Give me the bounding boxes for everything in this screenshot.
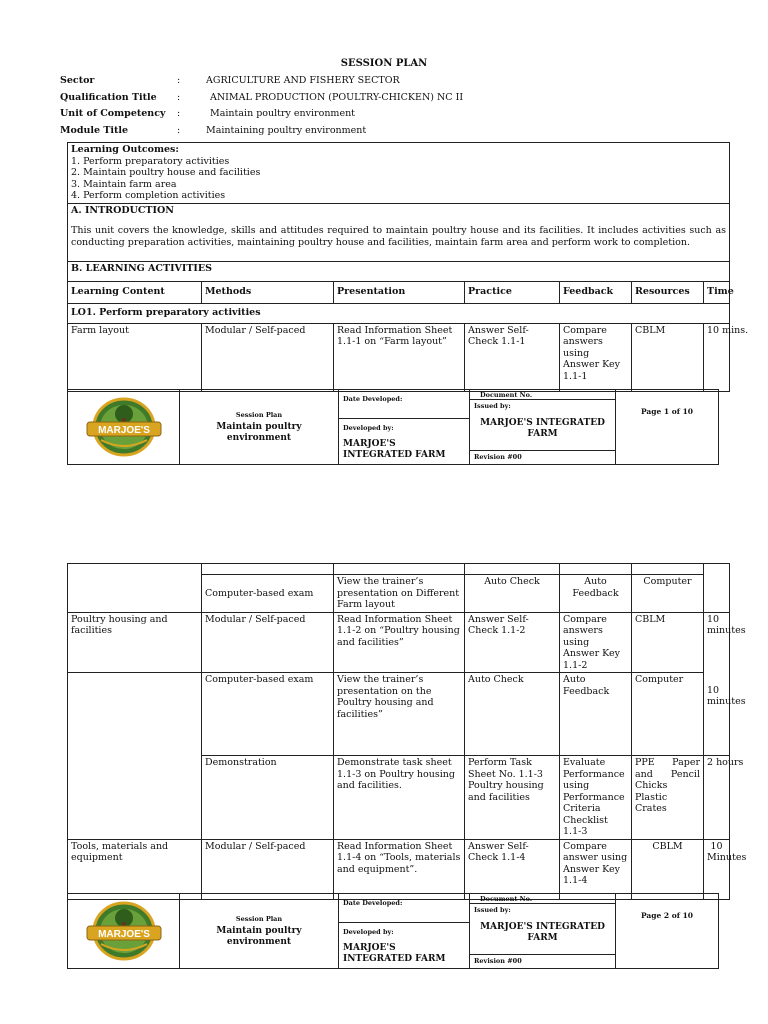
module-cell: Session Plan Maintain poultry environment [180, 390, 339, 465]
cell-learning-content: Poultry housing and facilities [68, 612, 202, 673]
outcome-item: 2. Maintain poultry house and facilities [71, 167, 261, 178]
cell-methods: Computer-based exam [202, 575, 334, 613]
marjoes-logo-icon [81, 396, 167, 458]
header-label: Unit of Competency [60, 108, 166, 119]
cell-learning-content [68, 673, 202, 756]
cell-feedback: Evaluate Performance using Performance Criteria Checklist 1.1-3 [560, 756, 632, 840]
header-label: Qualification Title [60, 92, 157, 103]
module-cell: Session Plan Maintain poultry environment [180, 894, 339, 969]
cell-time: 10 minutes [704, 673, 730, 756]
footer-module-name: Maintain poultry environment [216, 421, 302, 443]
header-value: Maintaining poultry environment [206, 125, 367, 136]
cell-presentation: Read Information Sheet 1.1-4 on “Tools, materials and equipment”. [334, 839, 465, 899]
cell-methods: Computer-based exam [202, 673, 334, 756]
footer-issuer: MARJOE'S INTEGRATED FARM [470, 917, 615, 955]
cell-feedback: Auto Feedback [560, 575, 632, 613]
cell-practice: Answer Self-Check 1.1-1 [465, 323, 560, 391]
developer-cell: Date Developed: Developed by: MARJOE'S INTEGRATED FARM [339, 894, 470, 969]
learning-outcomes-cell [68, 143, 730, 204]
developer-cell: Date Developed: Developed by: MARJOE'S INTEGRATED FARM [339, 390, 470, 465]
column-header: Practice [465, 281, 560, 303]
column-header: Feedback [560, 281, 632, 303]
svg-text:MARJOE'S: MARJOE'S [97, 425, 150, 436]
issuer-cell: Document No. Issued by: MARJOE'S INTEGRATED FARM Revision #00 [470, 390, 616, 465]
session-table-continued [67, 563, 747, 900]
footer-issuer: MARJOE'S INTEGRATED FARM [470, 413, 615, 451]
cell-methods: Modular / Self-paced [202, 839, 334, 899]
column-header: Resources [632, 281, 704, 303]
footer-developer: MARJOE'S INTEGRATED FARM [343, 438, 446, 460]
table-row [68, 612, 730, 673]
table-row [68, 756, 730, 840]
cell-presentation: View the trainer’s presentation on the Poultry housing and facilities” [334, 673, 465, 756]
cell-learning-content: Tools, materials and equipment [68, 839, 202, 899]
cell-feedback: Compare answers using Answer Key 1.1-2 [560, 612, 632, 673]
cell-learning-content [68, 756, 202, 840]
table-row [68, 323, 730, 391]
header-value: Maintain poultry environment [210, 108, 356, 119]
cell-time: 10 mins. [704, 323, 730, 391]
column-header: Time [704, 281, 730, 303]
learning-activities-heading: B. LEARNING ACTIVITIES [68, 261, 730, 281]
cell-presentation: Read Information Sheet 1.1-2 on “Poultry housing and facilities” [334, 612, 465, 673]
cell-practice: Auto Check [465, 575, 560, 613]
cell-practice: Perform Task Sheet No. 1.1-3 Poultry housing and facilities [465, 756, 560, 840]
outcome-item: 4. Perform completion activities [71, 190, 226, 201]
svg-text:MARJOE'S: MARJOE'S [97, 929, 150, 940]
introduction-heading: A. INTRODUCTION [71, 204, 174, 216]
cell-resources: CBLM [632, 323, 704, 391]
cell-learning-content: Farm layout [68, 323, 202, 391]
learning-outcomes-heading: Learning Outcomes: [71, 144, 179, 155]
lo1-heading: LO1. Perform preparatory activities [68, 303, 730, 323]
column-header: Methods [202, 281, 334, 303]
cell-resources: Computer [632, 673, 704, 756]
cell-resources: CBLM [632, 612, 704, 673]
footer-module-name: Maintain poultry environment [216, 925, 302, 947]
page-number: Page 2 of 10 [616, 894, 719, 969]
cell-presentation: Read Information Sheet 1.1-1 on “Farm layout” [334, 323, 465, 391]
footer-table [67, 893, 719, 969]
column-header: Learning Content [68, 281, 202, 303]
logo-cell [68, 894, 180, 969]
introduction-text: This unit covers the knowledge, skills and attitudes required to maintain poultry house and its facilities. It includes activities such as conducting preparation activities, maintaining poultry house and facilities, maintain farm area and perform work to completion. [71, 225, 726, 248]
introduction-cell [68, 203, 730, 261]
cell-time: 2 hours [704, 756, 730, 840]
cell-time: 10 minutes [704, 612, 730, 673]
document-title: SESSION PLAN [340, 58, 428, 69]
cell-methods: Demonstration [202, 756, 334, 840]
issuer-cell: Document No. Issued by: MARJOE'S INTEGRATED FARM Revision #00 [470, 894, 616, 969]
cell-feedback: Compare answer using Answer Key 1.1-4 [560, 839, 632, 899]
cell-practice: Auto Check [465, 673, 560, 756]
cell-methods: Modular / Self-paced [202, 612, 334, 673]
cell-time: 10 Minutes [704, 839, 730, 899]
outcome-item: 3. Maintain farm area [71, 178, 177, 190]
footer-developer: MARJOE'S INTEGRATED FARM [343, 942, 446, 964]
cell-practice: Answer Self-Check 1.1-4 [465, 839, 560, 899]
cell-presentation: Demonstrate task sheet 1.1-3 on Poultry housing and facilities. [334, 756, 465, 840]
footer-table [67, 389, 719, 465]
logo-cell [68, 390, 180, 465]
cell-resources: PPE Paper and Pencil Chicks Plastic Crates [632, 756, 704, 840]
table-row [68, 839, 730, 899]
cell-feedback: Auto Feedback [560, 673, 632, 756]
table-row [68, 673, 730, 756]
cell-resources: CBLM [632, 839, 704, 899]
header-value: AGRICULTURE AND FISHERY SECTOR [206, 75, 400, 86]
marjoes-logo-icon [81, 900, 167, 962]
page-number: Page 1 of 10 [616, 390, 719, 465]
header-value: ANIMAL PRODUCTION (POULTRY-CHICKEN) NC II [210, 92, 464, 103]
header-label: Sector [60, 75, 95, 86]
session-table [67, 142, 749, 392]
cell-presentation: View the trainer’s presentation on Different Farm layout [334, 575, 465, 613]
cell-practice: Answer Self-Check 1.1-2 [465, 612, 560, 673]
cell-resources: Computer [632, 575, 704, 613]
cell-methods: Modular / Self-paced [202, 323, 334, 391]
column-header: Presentation [334, 281, 465, 303]
header-label: Module Title [60, 125, 129, 136]
outcome-item: 1. Perform preparatory activities [71, 155, 230, 167]
cell-feedback: Compare answers using Answer Key 1.1-1 [560, 323, 632, 391]
